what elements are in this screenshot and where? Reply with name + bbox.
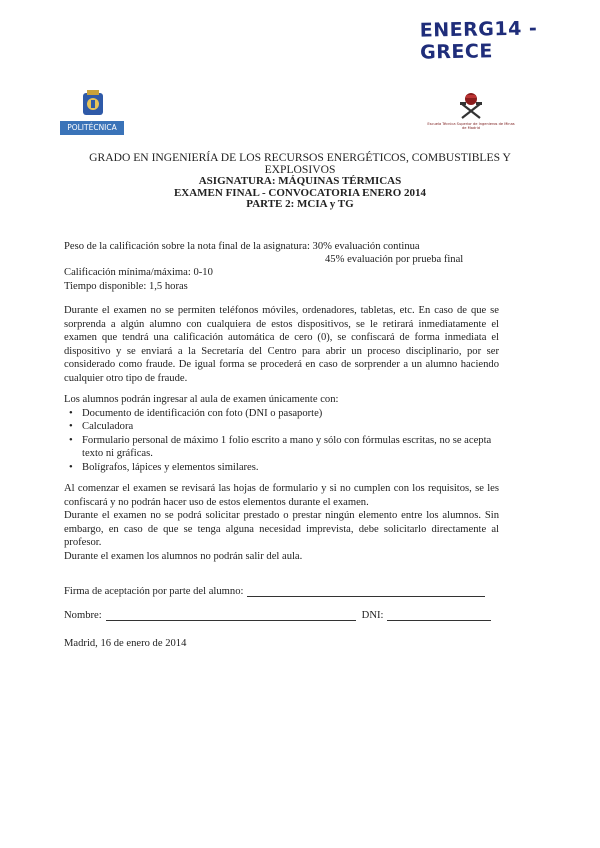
allowed-section (64, 393, 499, 475)
school-logo-caption: Escuela Técnica Superior de Ingenieros de Minas de Madrid (427, 122, 515, 131)
time-available: Tiempo disponible: 1,5 horas (64, 280, 188, 292)
closing-section (64, 482, 499, 564)
degree-title: GRADO EN INGENIERÍA DE LOS RECURSOS ENERGÉTICOS, COMBUSTIBLES Y EXPLOSIVOS (89, 151, 511, 176)
name-label: Nombre: (64, 610, 102, 621)
signature-row (64, 585, 485, 597)
list-item: • Calculadora (82, 420, 499, 434)
grading-info (64, 266, 499, 293)
list-item: • Documento de identificación con foto (DNI o pasaporte) (82, 407, 499, 421)
mining-school-crest-icon (456, 92, 486, 122)
subject-title: ASIGNATURA: MÁQUINAS TÉRMICAS (198, 175, 402, 187)
upm-logo (60, 90, 124, 138)
allowed-intro: Los alumnos podrán ingresar al aula de examen únicamente con: (64, 394, 339, 405)
closing-paragraph-1: Al comenzar el examen se revisará las hojas de formulario y si no cumplen con los requisitos, se les confiscará y no podrán hacer uso de estos elementos durante el examen. (64, 483, 499, 508)
signature-label: Firma de aceptación por parte del alumno: (64, 586, 244, 597)
dni-line[interactable] (387, 609, 491, 621)
weight-line-1: Peso de la calificación sobre la nota final de la asignatura: 30% evaluación continua (64, 241, 420, 252)
closing-paragraph-3: Durante el examen los alumnos no podrán salir del aula. (64, 550, 303, 562)
exam-title: EXAMEN FINAL - CONVOCATORIA ENERO 2014 (173, 186, 427, 199)
dni-label: DNI: (361, 610, 384, 621)
date-place: Madrid, 16 de enero de 2014 (64, 638, 187, 649)
closing-paragraph-2: Durante el examen no se podrá solicitar prestado o prestar ningún elemento entre los alumnos. Sin embargo, en caso de que se tenga alguna necesidad imprevista, debe solicitarlo directamente al profesor. (64, 510, 499, 549)
allowed-list (64, 407, 499, 475)
handwritten-note: ENERG14 - GRECE (419, 17, 538, 64)
name-row (64, 609, 491, 621)
name-line[interactable] (106, 609, 356, 621)
school-logo (425, 92, 517, 136)
upm-logo-label: POLITÉCNICA (60, 121, 124, 135)
list-item: • Bolígrafos, lápices y elementos similares. (82, 461, 499, 475)
signature-line[interactable] (247, 585, 485, 597)
weight-line-2: 45% evaluación por prueba final (325, 254, 464, 265)
rules-paragraph: Durante el examen no se permiten teléfonos móviles, ordenadores, tabletas, etc. En caso de que se sorprenda a algún alumno con cualquiera de estos dispositivos, se le retirará inmediatamente el examen que tendrá una calificación automática de cero (0), se confiscará de forma inmediata el dispositivo y se enviará a la Secretaría del Centro para abrir un proceso disciplinario, por ser considerado como fraude. De igual forma se procederá en caso de sorprender a un alumno haciendo cualquier otro tipo de fraude. (64, 305, 499, 384)
university-crest-icon (80, 90, 106, 118)
part-title: PARTE 2: MCIA y TG (246, 198, 354, 211)
grade-range: Calificación mínima/máxima: 0-10 (64, 267, 213, 278)
list-item: • Formulario personal de máximo 1 folio escrito a mano y sólo con fórmulas escritas, no se acepta texto ni gráficas. (82, 434, 499, 461)
exam-header (60, 152, 540, 211)
